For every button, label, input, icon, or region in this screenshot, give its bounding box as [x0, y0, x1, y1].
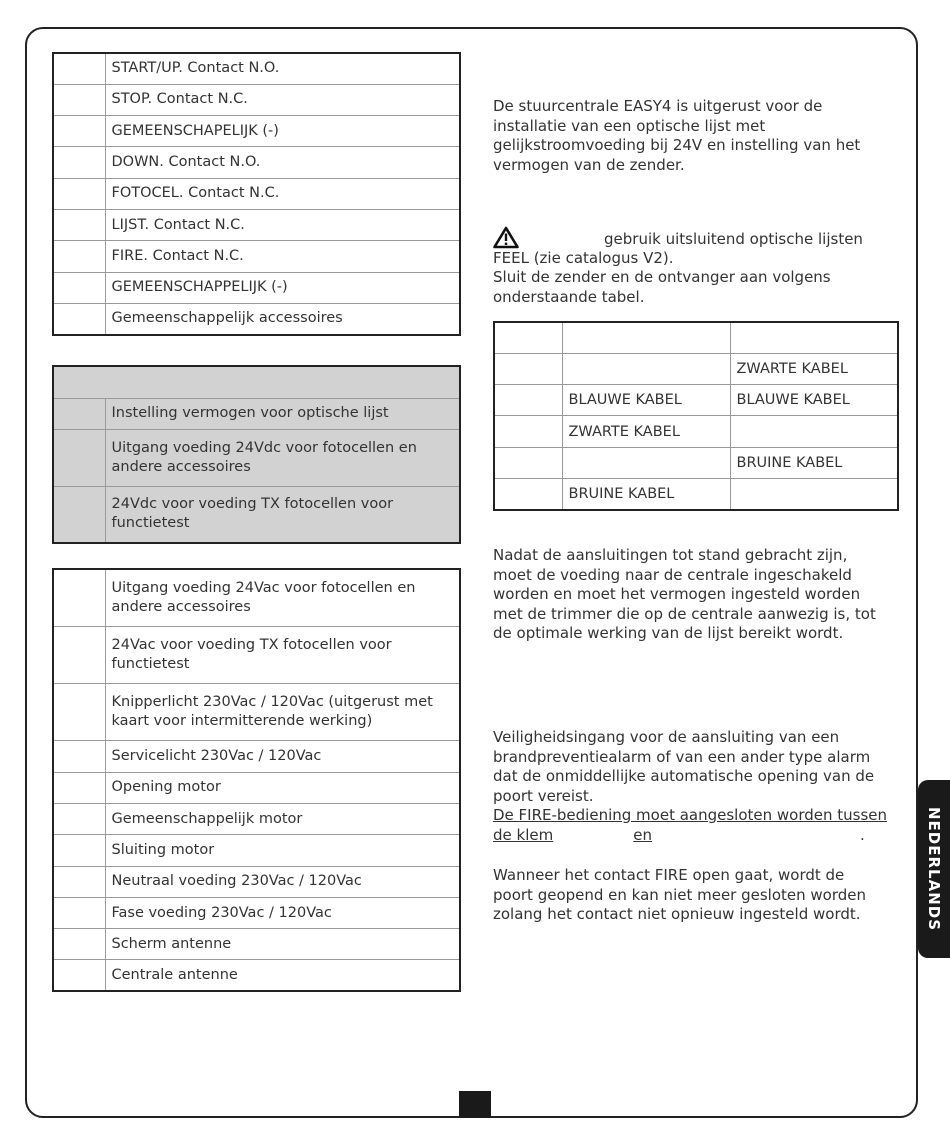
- language-side-tab: [918, 780, 950, 958]
- table-row: [53, 429, 460, 486]
- terminal-number: [53, 84, 105, 115]
- table-row: [494, 478, 898, 509]
- terminal-description: Sluiting motor: [105, 835, 460, 866]
- table-row: [53, 147, 460, 178]
- table-row: [494, 322, 898, 353]
- table-row: [53, 803, 460, 834]
- cable-cell: [730, 416, 898, 447]
- table-row: [53, 741, 460, 772]
- terminal-number: [53, 866, 105, 897]
- cable-cell: BRUINE KABEL: [562, 478, 730, 509]
- table-row: [53, 835, 460, 866]
- terminal-number: [53, 272, 105, 303]
- terminal-description: 24Vac voor voeding TX fotocellen voor functietest: [105, 626, 460, 683]
- table-row: [53, 569, 460, 626]
- table-row: [53, 960, 460, 991]
- language-label: NEDERLANDS: [925, 806, 943, 932]
- table-row: [53, 398, 460, 429]
- connect-instruction: Sluit de zender en de ontvanger aan volgens onderstaande tabel.: [493, 268, 831, 306]
- terminal-number: [53, 569, 105, 626]
- warning-continuation: FEEL (zie catalogus V2).: [493, 249, 674, 267]
- table-row: [53, 116, 460, 147]
- cable-cell: [494, 447, 562, 478]
- cable-cell: [562, 447, 730, 478]
- cable-cell: BLAUWE KABEL: [730, 385, 898, 416]
- cable-cell: BLAUWE KABEL: [562, 385, 730, 416]
- terminal-number: [53, 929, 105, 960]
- terminal-description: Servicelicht 230Vac / 120Vac: [105, 741, 460, 772]
- terminal-number: [53, 178, 105, 209]
- terminal-number: [53, 116, 105, 147]
- terminal-number: [53, 429, 105, 486]
- terminal-description: Uitgang voeding 24Vdc voor fotocellen en andere accessoires: [105, 429, 460, 486]
- terminal-number: [53, 835, 105, 866]
- cable-cell: [494, 322, 562, 353]
- warning-text: gebruik uitsluitend optische lijsten: [604, 230, 863, 248]
- terminal-number: [53, 626, 105, 683]
- terminal-number: [53, 398, 105, 429]
- fire-wiring-and: en: [633, 826, 652, 844]
- table-row: [53, 209, 460, 240]
- table-row: [53, 53, 460, 84]
- fire-wiring-line1: De FIRE-bediening moet aangesloten worden tussen: [493, 806, 888, 824]
- table-row: [53, 626, 460, 683]
- table-header: [53, 366, 460, 398]
- table-row: [494, 416, 898, 447]
- terminal-number: [53, 960, 105, 991]
- terminal-description: STOP. Contact N.C.: [105, 84, 460, 115]
- table-row: [53, 897, 460, 928]
- table-row: [53, 272, 460, 303]
- cable-cell: [730, 478, 898, 509]
- table-row: [53, 303, 460, 334]
- warning-row: [493, 228, 873, 248]
- cable-cell: [562, 322, 730, 353]
- table-row: [53, 929, 460, 960]
- terminal-description: START/UP. Contact N.O.: [105, 53, 460, 84]
- terminal-description: GEMEENSCHAPPELIJK (-): [105, 272, 460, 303]
- terminal-number: [53, 147, 105, 178]
- cable-cell: [494, 416, 562, 447]
- table-row: [53, 241, 460, 272]
- cable-cell: ZWARTE KABEL: [730, 353, 898, 384]
- terminal-number: [53, 772, 105, 803]
- table-row: [494, 385, 898, 416]
- terminal-description: Fase voeding 230Vac / 120Vac: [105, 897, 460, 928]
- terminal-description: Opening motor: [105, 772, 460, 803]
- cable-cell: [730, 322, 898, 353]
- table-row: [494, 353, 898, 384]
- table-row: [494, 447, 898, 478]
- terminal-number: [53, 241, 105, 272]
- table-row: [53, 772, 460, 803]
- terminal-description: FOTOCEL. Contact N.C.: [105, 178, 460, 209]
- cable-cell: BRUINE KABEL: [730, 447, 898, 478]
- terminal-description: Instelling vermogen voor optische lijst: [105, 398, 460, 429]
- terminal-number: [53, 303, 105, 334]
- cable-cell: [494, 478, 562, 509]
- after-connect-paragraph: Nadat de aansluitingen tot stand gebracht zijn, moet de voeding naar de centrale ingeschakeld worden en moet het vermogen ingesteld worden met de trimmer die op de centrale aanwezig is, tot de optimale werking van de lijst bereikt wordt.: [493, 546, 876, 642]
- dc-power-table: [52, 365, 461, 544]
- ac-power-table: [52, 568, 461, 992]
- terminal-description: Knipperlicht 230Vac / 120Vac (uitgerust met kaart voor intermitterende werking): [105, 684, 460, 741]
- terminal-description: LIJST. Contact N.C.: [105, 209, 460, 240]
- terminal-number: [53, 897, 105, 928]
- cable-cell: [494, 353, 562, 384]
- terminal-description: Scherm antenne: [105, 929, 460, 960]
- cable-table: [493, 321, 899, 511]
- terminal-number: [53, 803, 105, 834]
- terminal-description: GEMEENSCHAPELIJK (-): [105, 116, 460, 147]
- terminal-number: [53, 741, 105, 772]
- cable-cell: [494, 385, 562, 416]
- page-marker: [459, 1091, 491, 1118]
- terminal-number: [53, 209, 105, 240]
- intro-paragraph: De stuurcentrale EASY4 is uitgerust voor de installatie van een optische lijst met gelijkstroomvoeding bij 24V en instelling van het vermogen van de zender.: [493, 97, 861, 174]
- table-row: [53, 178, 460, 209]
- table-row: [53, 866, 460, 897]
- cable-cell: ZWARTE KABEL: [562, 416, 730, 447]
- terminal-description: FIRE. Contact N.C.: [105, 241, 460, 272]
- terminal-number: [53, 684, 105, 741]
- terminal-description: Neutraal voeding 230Vac / 120Vac: [105, 866, 460, 897]
- table-row: [53, 486, 460, 543]
- terminal-description: 24Vdc voor voeding TX fotocellen voor functietest: [111, 496, 394, 532]
- terminal-description: Gemeenschappelijk motor: [105, 803, 460, 834]
- table-header-row: [53, 366, 460, 398]
- terminal-description: Gemeenschappelijk accessoires: [111, 310, 343, 327]
- table-row: [53, 684, 460, 741]
- terminal-number: [53, 53, 105, 84]
- terminal-description: DOWN. Contact N.O.: [105, 147, 460, 178]
- table-row: [53, 84, 460, 115]
- fire-intro-paragraph: Veiligheidsingang voor de aansluiting van een brandpreventiealarm of van een ander type alarm dat de onmiddellijke automatische opening van de poort vereist.: [493, 728, 875, 805]
- cable-cell: [562, 353, 730, 384]
- terminal-number: [53, 486, 105, 543]
- terminal-table: [52, 52, 461, 336]
- fire-wiring-line2: [493, 826, 888, 846]
- fire-wiring-end: .: [859, 826, 865, 844]
- terminal-description: Centrale antenne: [111, 966, 238, 983]
- fire-wiring-terminal-a: de klem: [493, 826, 554, 844]
- fire-result-paragraph: Wanneer het contact FIRE open gaat, wordt de poort geopend en kan niet meer gesloten worden zolang het contact niet opnieuw ingesteld wordt.: [493, 866, 867, 923]
- terminal-description: Uitgang voeding 24Vac voor fotocellen en andere accessoires: [105, 569, 460, 626]
